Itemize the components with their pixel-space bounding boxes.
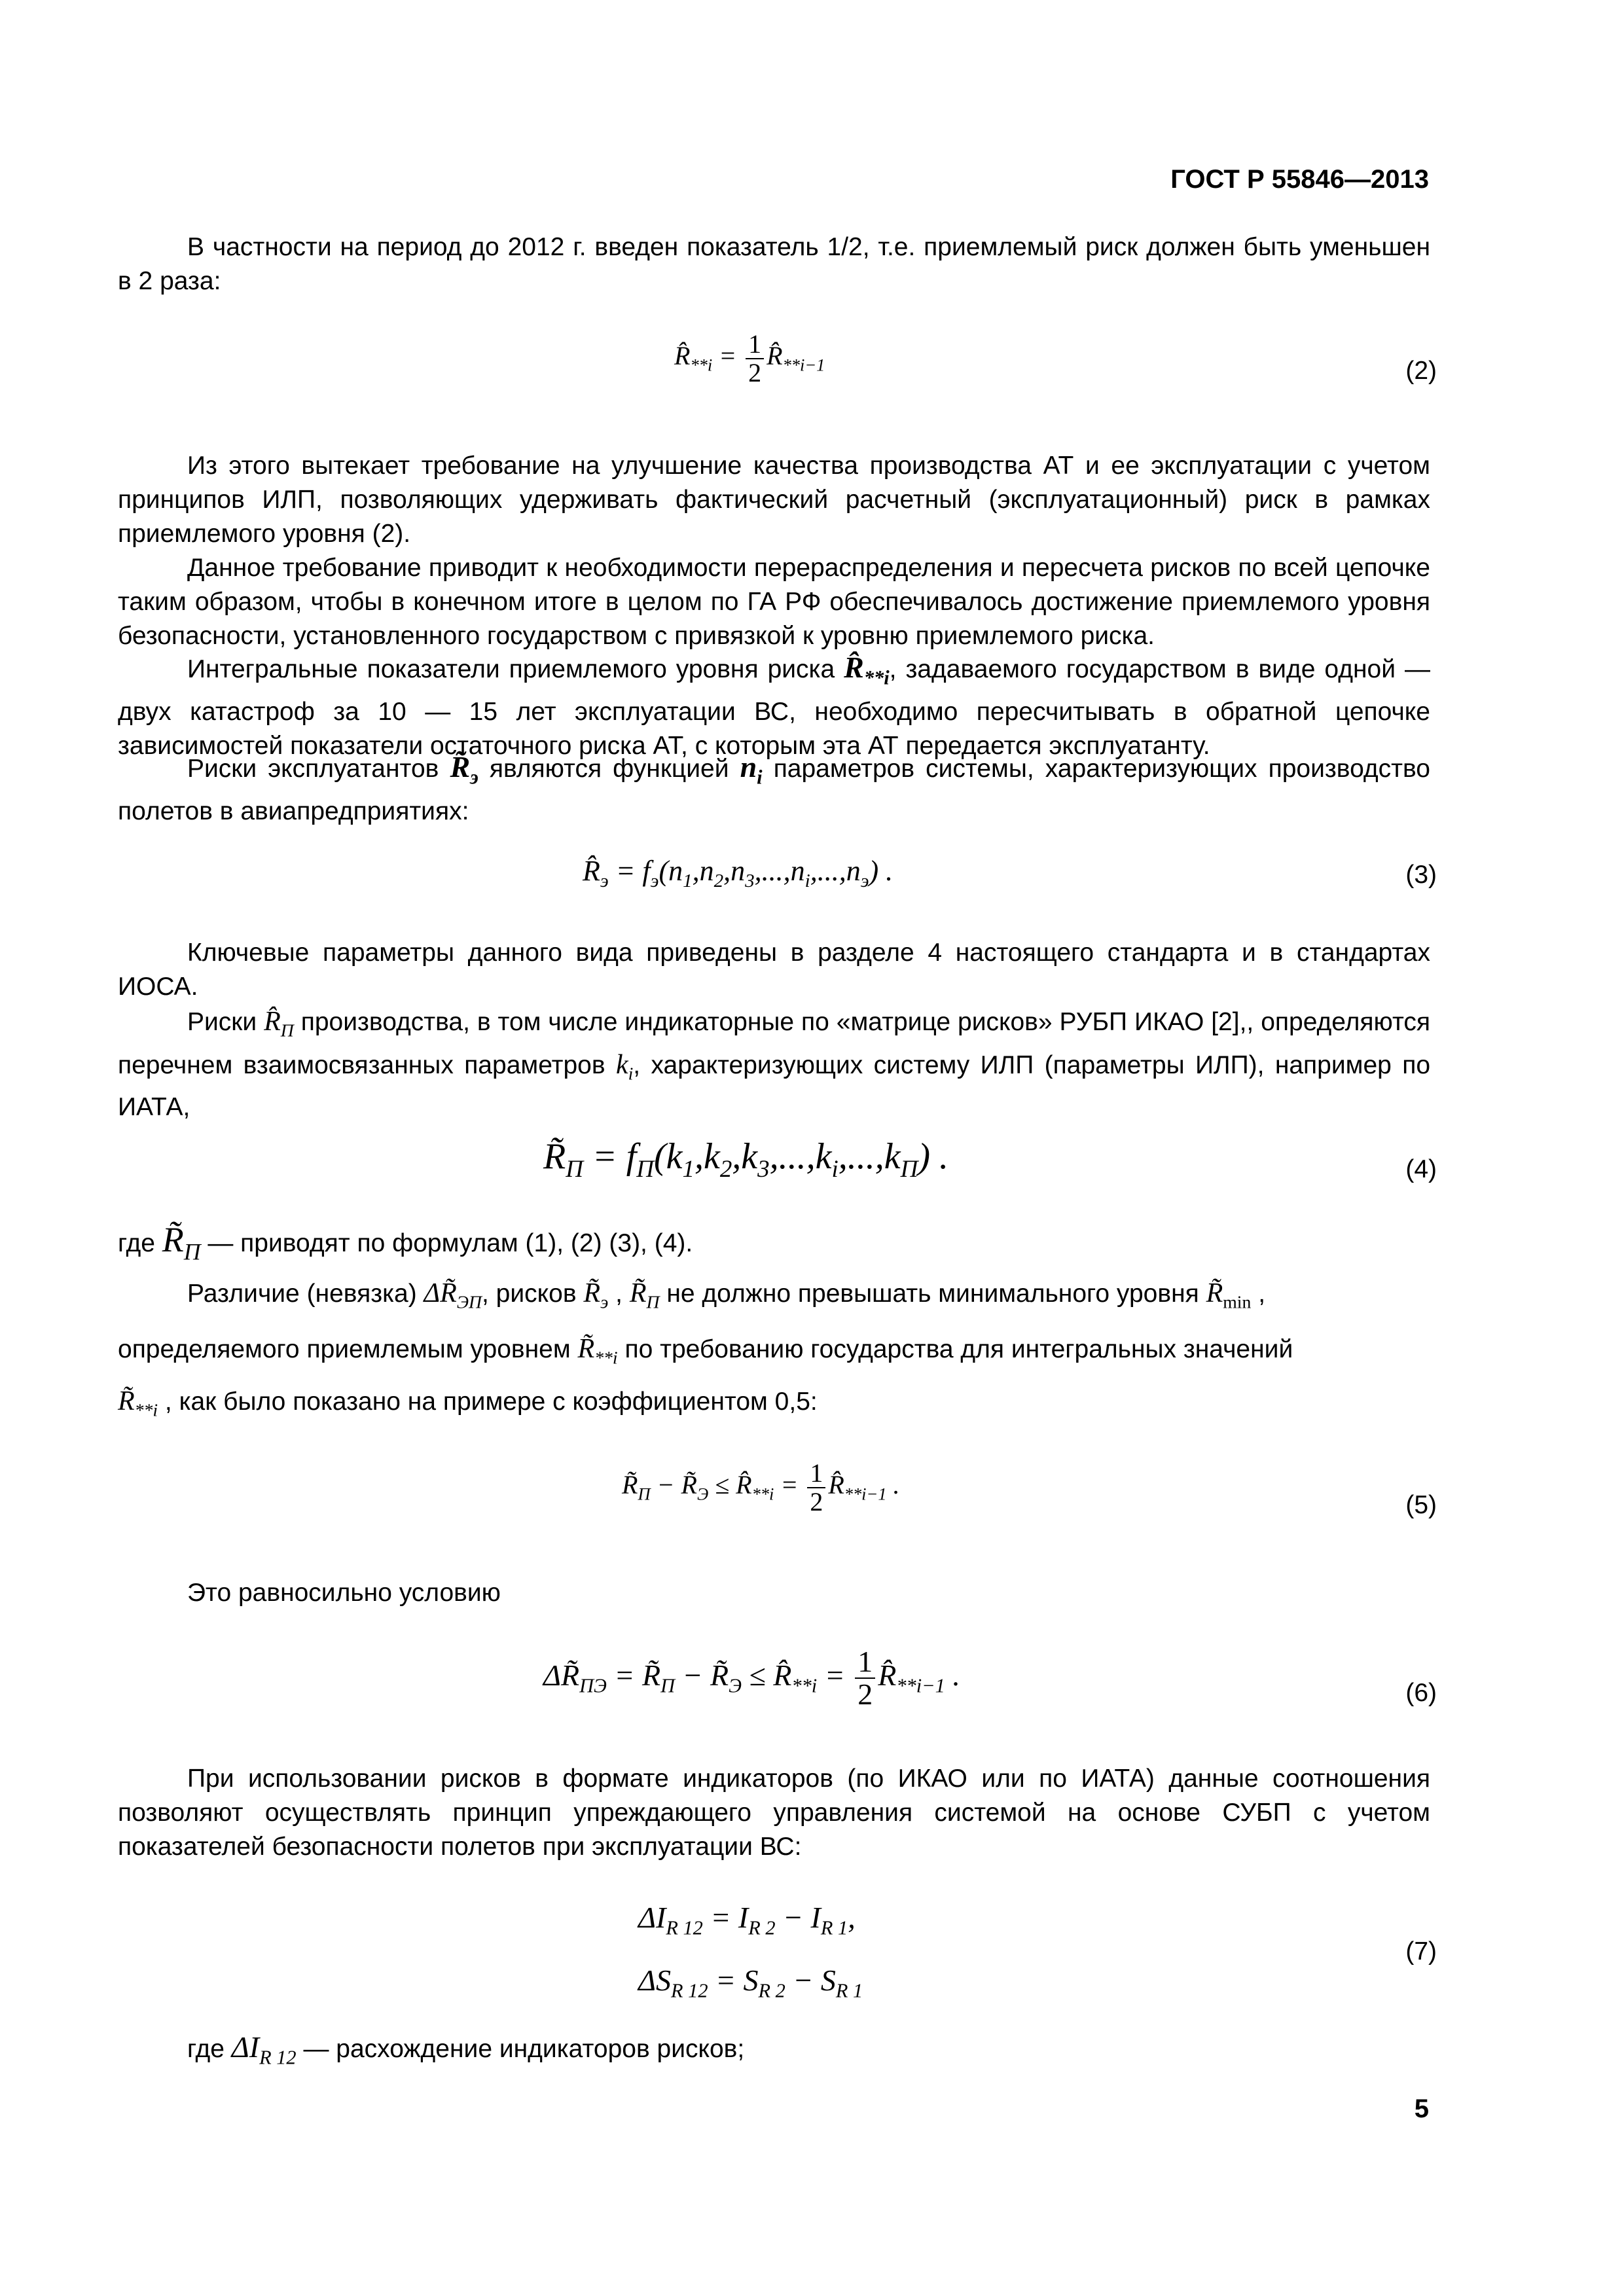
paragraph-3: Данное требование приводит к необходимости перераспределения и пересчета рисков по всей цепочке таким образом, чтобы в конечном итоге в целом по ГА РФ обеспечивалось достижение приемлемого уровня безопасности, установленного государством с привязкой к уровню приемлемого риска. bbox=[118, 554, 1430, 650]
formula-inline-delta-i: $\Delta I_{R 12}$ bbox=[231, 2030, 297, 2069]
formula-6: $\Delta R̃_{ПЭ}$ = $R̃_П$ − $R̃_Э$ ≤ $R̂_{**i}$ = $\frac{1}{2}$ $R̂_{**i-1}$ . bbox=[543, 1645, 960, 1712]
formula-3: $R̂_э = f_э(n_1,n_2,n_3,...,n_i,...,n_э)$ . bbox=[583, 855, 893, 892]
formula-inline-k: $k_i$ bbox=[615, 1049, 634, 1084]
paragraph-10-part-2: по требованию государства для интегральных значений bbox=[624, 1335, 1293, 1363]
equation-number-4: (4) bbox=[1405, 1155, 1437, 1183]
paragraph-1: В частности на период до 2012 г. введен показатель 1/2, т.е. приемлемый риск должен быть уменьшен в 2 раза: bbox=[118, 233, 1430, 295]
paragraph-5-part-2: являются функцией bbox=[489, 755, 729, 783]
paragraph-7-part-3: , характеризующих систему ИЛП (параметры ИЛП), например по ИАТА, bbox=[118, 1050, 1431, 1122]
paragraph-2: Из этого вытекает требование на улучшение качества производства АТ и ее эксплуатации с учетом принципов ИЛП, позволяющих удерживать фактический расчетный (эксплуатационный) риск в рамках приемлемого уровня (2). bbox=[118, 452, 1430, 548]
formula-7 bbox=[638, 1892, 863, 2017]
paragraph-4 bbox=[118, 651, 1430, 763]
formula-7-line-1: $\Delta I_{R 12} = I_{R 2} - I_{R 1}$, bbox=[638, 1901, 856, 1939]
formula-2: $R̂_{**i}$ = $\frac{1}{2}$ $R̂_{**i-1}$ bbox=[674, 329, 825, 387]
formula-7-line-2: $\Delta S_{R 12} = S_{R 2} - S_{R 1}$ bbox=[638, 1963, 863, 2002]
paragraph-8-part-1: где bbox=[118, 1229, 155, 1257]
equation-number-6: (6) bbox=[1405, 1679, 1437, 1707]
formula-inline-r-acceptable: $R̂_{**i}$ bbox=[844, 651, 890, 689]
equation-number-2: (2) bbox=[1405, 357, 1437, 385]
paragraph-7 bbox=[118, 1005, 1430, 1124]
formula-inline-r-e: $R̃_э$ bbox=[583, 1278, 609, 1312]
paragraph-12: Это равносильно условию bbox=[187, 1579, 501, 1607]
paragraph-4-part-2: , задаваемого государством в виде одной — двух катастроф за 10 — 15 лет эксплуатации ВС, необходимо пересчитывать в обратной цепочке зависимостей показатели остаточного риска АТ, с которым эта АТ передается эксплуатанту. bbox=[118, 655, 1430, 760]
formula-inline-r-p: $R̃_П$ bbox=[629, 1278, 660, 1312]
formula-inline-r-min: $R̃_{min}$ bbox=[1206, 1278, 1252, 1312]
paragraph-5-part-3: параметров системы, характеризующих производство полетов в авиапредприятиях: bbox=[118, 755, 1430, 825]
document-code: ГОСТ Р 55846—2013 bbox=[1170, 165, 1429, 194]
paragraph-10-part-1: определяемого приемлемым уровнем bbox=[118, 1335, 571, 1363]
paragraph-5-part-1: Риски эксплуатантов bbox=[187, 755, 439, 783]
paragraph-11-part-2: , как было показано на примере с коэффициентом 0,5: bbox=[164, 1388, 818, 1416]
formula-5: $R̃_П$ − $R̃_Э$ ≤ $R̂_{**i}$ = $\frac{1}{2}$ $R̂_{**i-1}$ . bbox=[622, 1458, 900, 1516]
paragraph-11 bbox=[118, 1384, 1430, 1427]
formula-inline-r-integral: $R̃_{**i}$ bbox=[118, 1386, 158, 1420]
paragraph-9: Различие (невязка) $\Delta R̃_{ЭП}$, рисков $R̃_э$ , $R̃_П$ не должно превышать минимального уровня $R̃_{min}$ , bbox=[187, 1278, 1266, 1312]
paragraph-10 bbox=[118, 1332, 1430, 1375]
equation-number-3: (3) bbox=[1405, 861, 1437, 889]
formula-inline-r-production: $R̂_П$ bbox=[264, 1007, 294, 1041]
paragraph-6: Ключевые параметры данного вида приведены в разделе 4 настоящего стандарта и в стандартах ИОСА. bbox=[118, 939, 1430, 1001]
paragraph-9-part-3: не должно превышать минимального уровня bbox=[666, 1280, 1199, 1308]
paragraph-4-part-1: Интегральные показатели приемлемого уровня риска bbox=[187, 655, 835, 683]
paragraph-9-part-1: Различие (невязка) bbox=[187, 1280, 417, 1308]
paragraph-7-part-1: Риски bbox=[187, 1008, 257, 1036]
formula-inline-r-production-tilde: $R̃_П$ bbox=[162, 1220, 201, 1265]
paragraph-7-part-2: производства, в том числе индикаторные по «матрице рисков» РУБП ИКАО [2],, определяются перечнем взаимосвязанных параметров bbox=[118, 1008, 1430, 1079]
paragraph-8 bbox=[118, 1220, 1430, 1268]
paragraph-5 bbox=[118, 750, 1430, 829]
equation-number-7: (7) bbox=[1405, 1937, 1437, 1965]
paragraph-14-part-2: — расхождение индикаторов рисков; bbox=[303, 2035, 745, 2063]
paragraph-14-part-1: где bbox=[187, 2035, 225, 2063]
page-number: 5 bbox=[1414, 2094, 1429, 2123]
paragraph-8-part-2: — приводят по формулам (1), (2) (3), (4). bbox=[208, 1229, 693, 1257]
formula-inline-n: $n_i$ bbox=[740, 750, 763, 789]
equation-number-5: (5) bbox=[1405, 1491, 1437, 1519]
paragraph-13: При использовании рисков в формате индикаторов (по ИКАО или по ИАТА) данные соотношения позволяют осуществлять принцип упреждающего управления системой на основе СУБП с учетом показателей безопасности полетов при эксплуатации ВС: bbox=[118, 1765, 1430, 1861]
formula-inline-r-operator: $R̃_э$ bbox=[450, 750, 478, 789]
formula-inline-delta-r: $\Delta R̃_{ЭП}$ bbox=[424, 1278, 482, 1312]
formula-inline-r-acceptable-tilde: $R̃_{**i}$ bbox=[577, 1334, 618, 1368]
paragraph-14 bbox=[118, 2030, 1430, 2075]
paragraph-9-part-2: , рисков bbox=[482, 1280, 577, 1308]
formula-4: $R̃_П = f_П(k_1,k_2,k_3,...,k_i,...,k_П)$ . bbox=[543, 1136, 948, 1182]
